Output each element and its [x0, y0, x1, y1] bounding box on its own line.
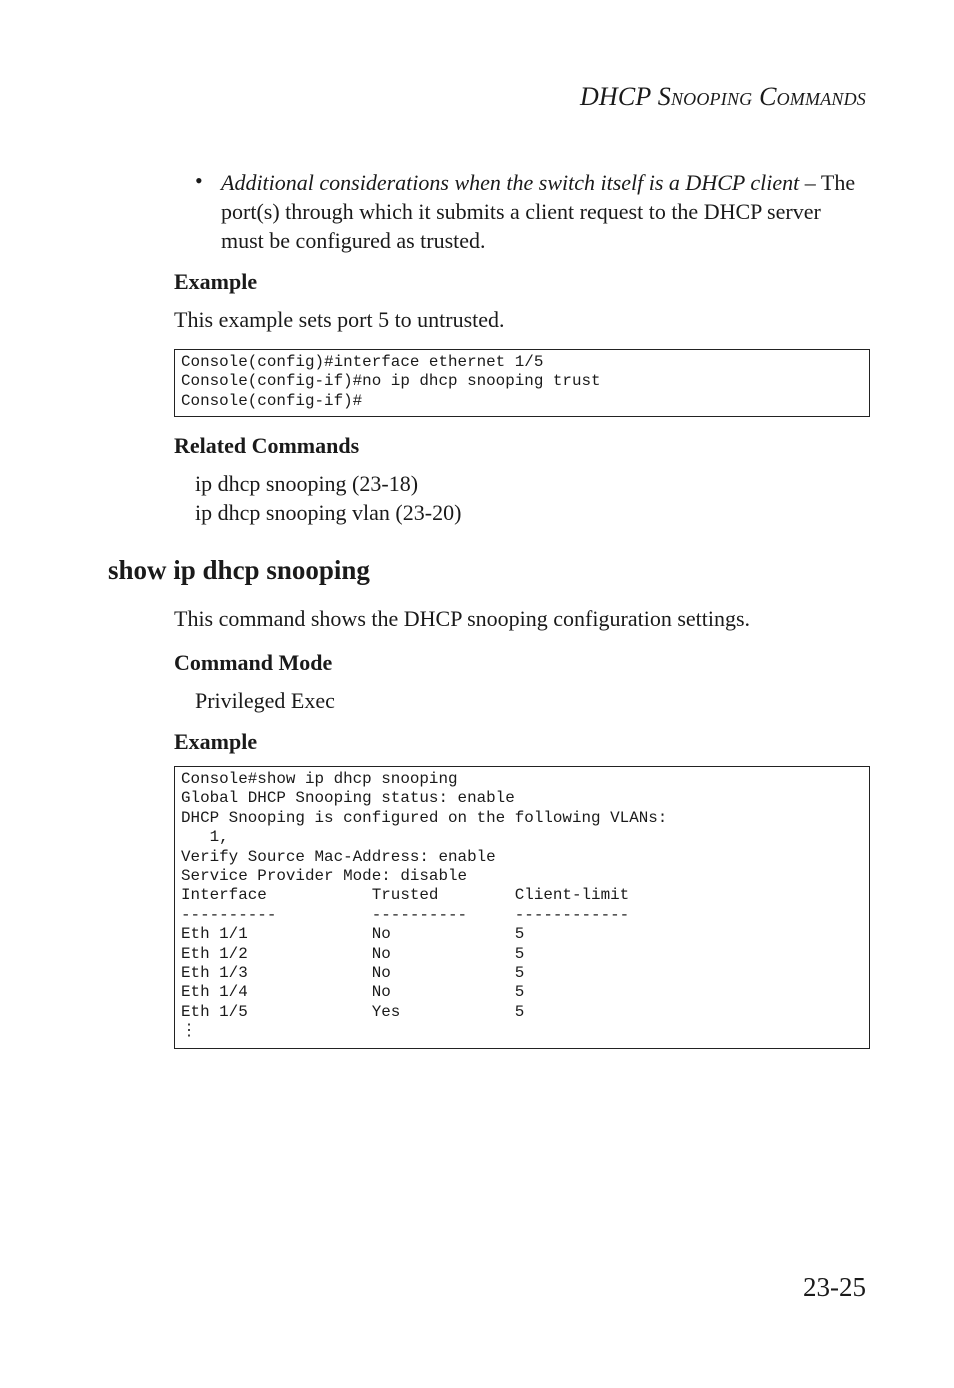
header-c-cap: C	[759, 82, 777, 111]
section-description: This command shows the DHCP snooping configuration settings.	[174, 606, 751, 631]
example-heading-2: Example	[174, 729, 258, 754]
header-prefix: DHCP	[579, 82, 658, 111]
page-number: 23-25	[803, 1272, 866, 1302]
code-text-example-2: Console#show ip dhcp snooping Global DHCP Snooping status: enable DHCP Snooping is configured on the following VLANs: 1, Verify Source Mac-Address: enable Service Provider Mode: disable Interface Trusted Client-limit ---------- ---------- ------------ Eth 1/1 No 5 Eth 1/2 No 5 Eth 1/3 No 5 Eth 1/4 No 5 Eth 1/5 Yes 5 ⋮	[181, 770, 668, 1041]
example-heading: Example	[174, 269, 258, 294]
example-description: This example sets port 5 to untrusted.	[174, 307, 505, 332]
command-mode-heading: Command Mode	[174, 650, 333, 675]
code-block-example-2	[174, 766, 870, 1049]
bullet-marker: •	[195, 168, 203, 193]
header-s-cap: S	[657, 82, 671, 111]
related-command-link-2[interactable]: ip dhcp snooping vlan (23-20)	[195, 500, 462, 525]
bullet-rest: – The port(s) through which it submits a client request to the DHCP server must be configured as trusted.	[221, 170, 856, 253]
header-s-rest: NOOPING	[670, 89, 753, 109]
section-title: show ip dhcp snooping	[108, 555, 370, 585]
bullet-paragraph	[221, 168, 866, 255]
command-mode-value: Privileged Exec	[195, 688, 335, 713]
code-block-example-1	[174, 349, 870, 417]
running-header	[580, 82, 866, 112]
header-c-rest: OMMANDS	[776, 89, 866, 109]
related-command-link-1[interactable]: ip dhcp snooping (23-18)	[195, 471, 419, 496]
code-text-example-1: Console(config)#interface ethernet 1/5 Console(config-if)#no ip dhcp snooping trust Console(config-if)#	[181, 353, 601, 410]
bullet-italic-lead: Additional considerations when the switch itself is a DHCP client	[221, 170, 800, 195]
related-commands-heading: Related Commands	[174, 433, 360, 458]
